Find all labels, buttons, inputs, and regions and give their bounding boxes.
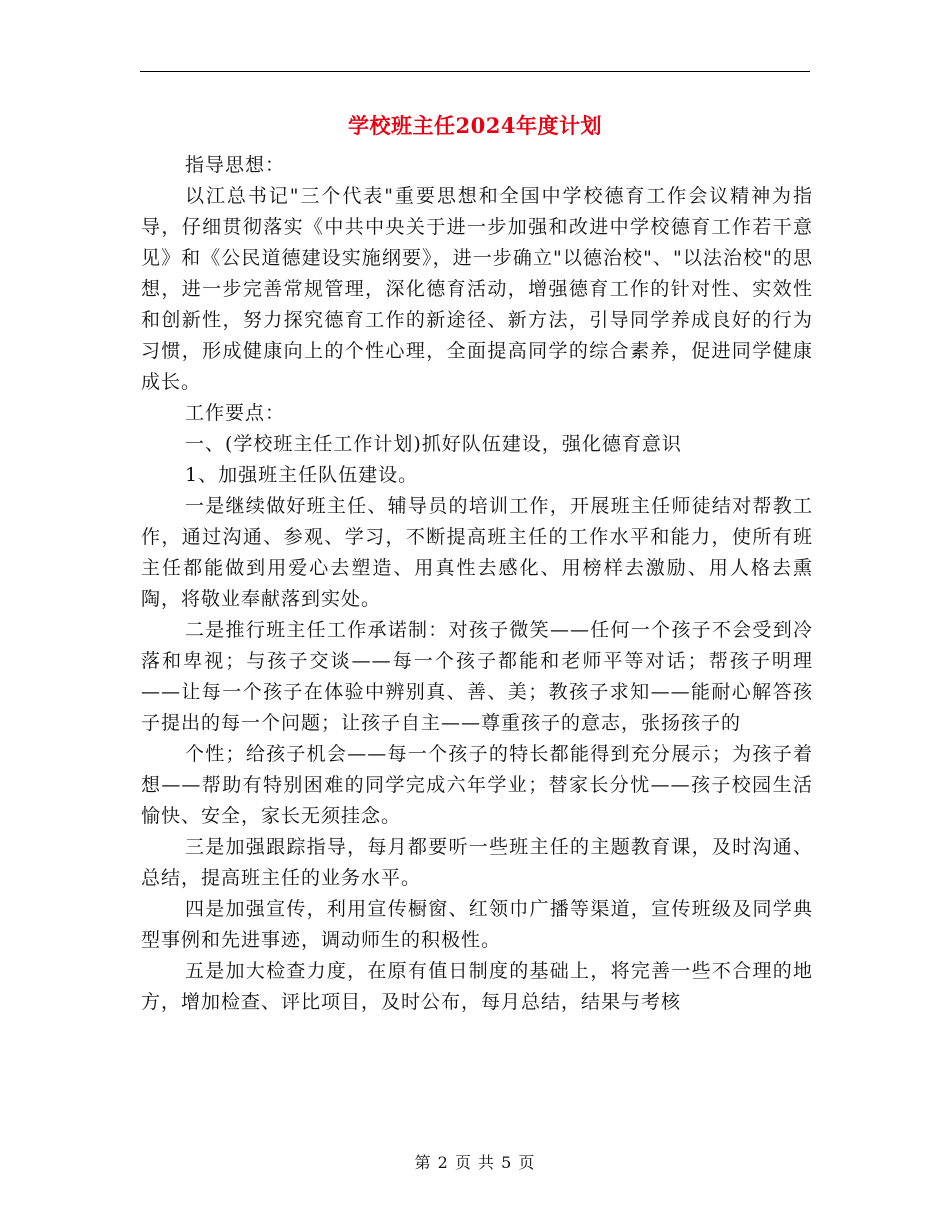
paragraph-point-three: 三是加强跟踪指导，每月都要听一些班主任的主题教育课，及时沟通、总结，提高班主任的业务水平。 <box>141 836 813 889</box>
paragraph-item-one-heading: 1、加强班主任队伍建设。 <box>185 464 419 486</box>
header-rule <box>140 71 810 72</box>
paragraph-point-two-continued: 个性；给孩子机会——每一个孩子的特长都能得到充分展示；为孩子着想——帮助有特别困难的同学完成六年学业；替家长分忧——孩子校园生活愉快、安全，家长无须挂念。 <box>141 743 813 827</box>
page-number-footer: 第 2 页 共 5 页 <box>414 1153 536 1172</box>
document-title: 学校班主任2024年度计划 <box>348 113 602 138</box>
paragraph-guiding-text: 以江总书记"三个代表"重要思想和全国中学校德育工作会议精神为指导，仔细贯彻落实《中共中央关于进一步加强和改进中学校德育工作若干意见》和《公民道德建设实施纲要》，进一步确立"以德治校"、"以法治校"的思想，进一步完善常规管理，深化德育活动，增强德育工作的针对性、实效性和创新性，努力探究德育工作的新途径、新方法，引导同学养成良好的行为习惯，形成健康向上的个性心理，全面提高同学的综合素养，促进同学健康成长。 <box>141 185 813 393</box>
paragraph-guiding-heading: 指导思想： <box>185 154 286 176</box>
paragraph-point-two: 二是推行班主任工作承诺制：对孩子微笑——任何一个孩子不会受到冷落和卑视；与孩子交谈——每一个孩子都能和老师平等对话；帮孩子明理——让每一个孩子在体验中辨别真、善、美；教孩子求知——能耐心解答孩子提出的每一个问题；让孩子自主——尊重孩子的意志，张扬孩子的 <box>141 619 813 734</box>
paragraph-point-one: 一是继续做好班主任、辅导员的培训工作，开展班主任师徒结对帮教工作，通过沟通、参观、学习，不断提高班主任的工作水平和能力，使所有班主任都能做到用爱心去塑造、用真性去感化、用榜样去激励、用人格去熏陶，将敬业奉献落到实处。 <box>141 495 813 610</box>
paragraph-point-four: 四是加强宣传，利用宣传橱窗、红领巾广播等渠道，宣传班级及同学典型事例和先进事迹，调动师生的积极性。 <box>141 898 813 951</box>
paragraph-work-points-heading: 工作要点： <box>185 402 286 424</box>
paragraph-section-one-heading: 一、(学校班主任工作计划)抓好队伍建设，强化德育意识 <box>185 433 682 455</box>
paragraph-point-five: 五是加大检查力度，在原有值日制度的基础上，将完善一些不合理的地方，增加检查、评比项目，及时公布，每月总结，结果与考核 <box>141 960 813 1013</box>
document-body <box>141 150 813 1018</box>
